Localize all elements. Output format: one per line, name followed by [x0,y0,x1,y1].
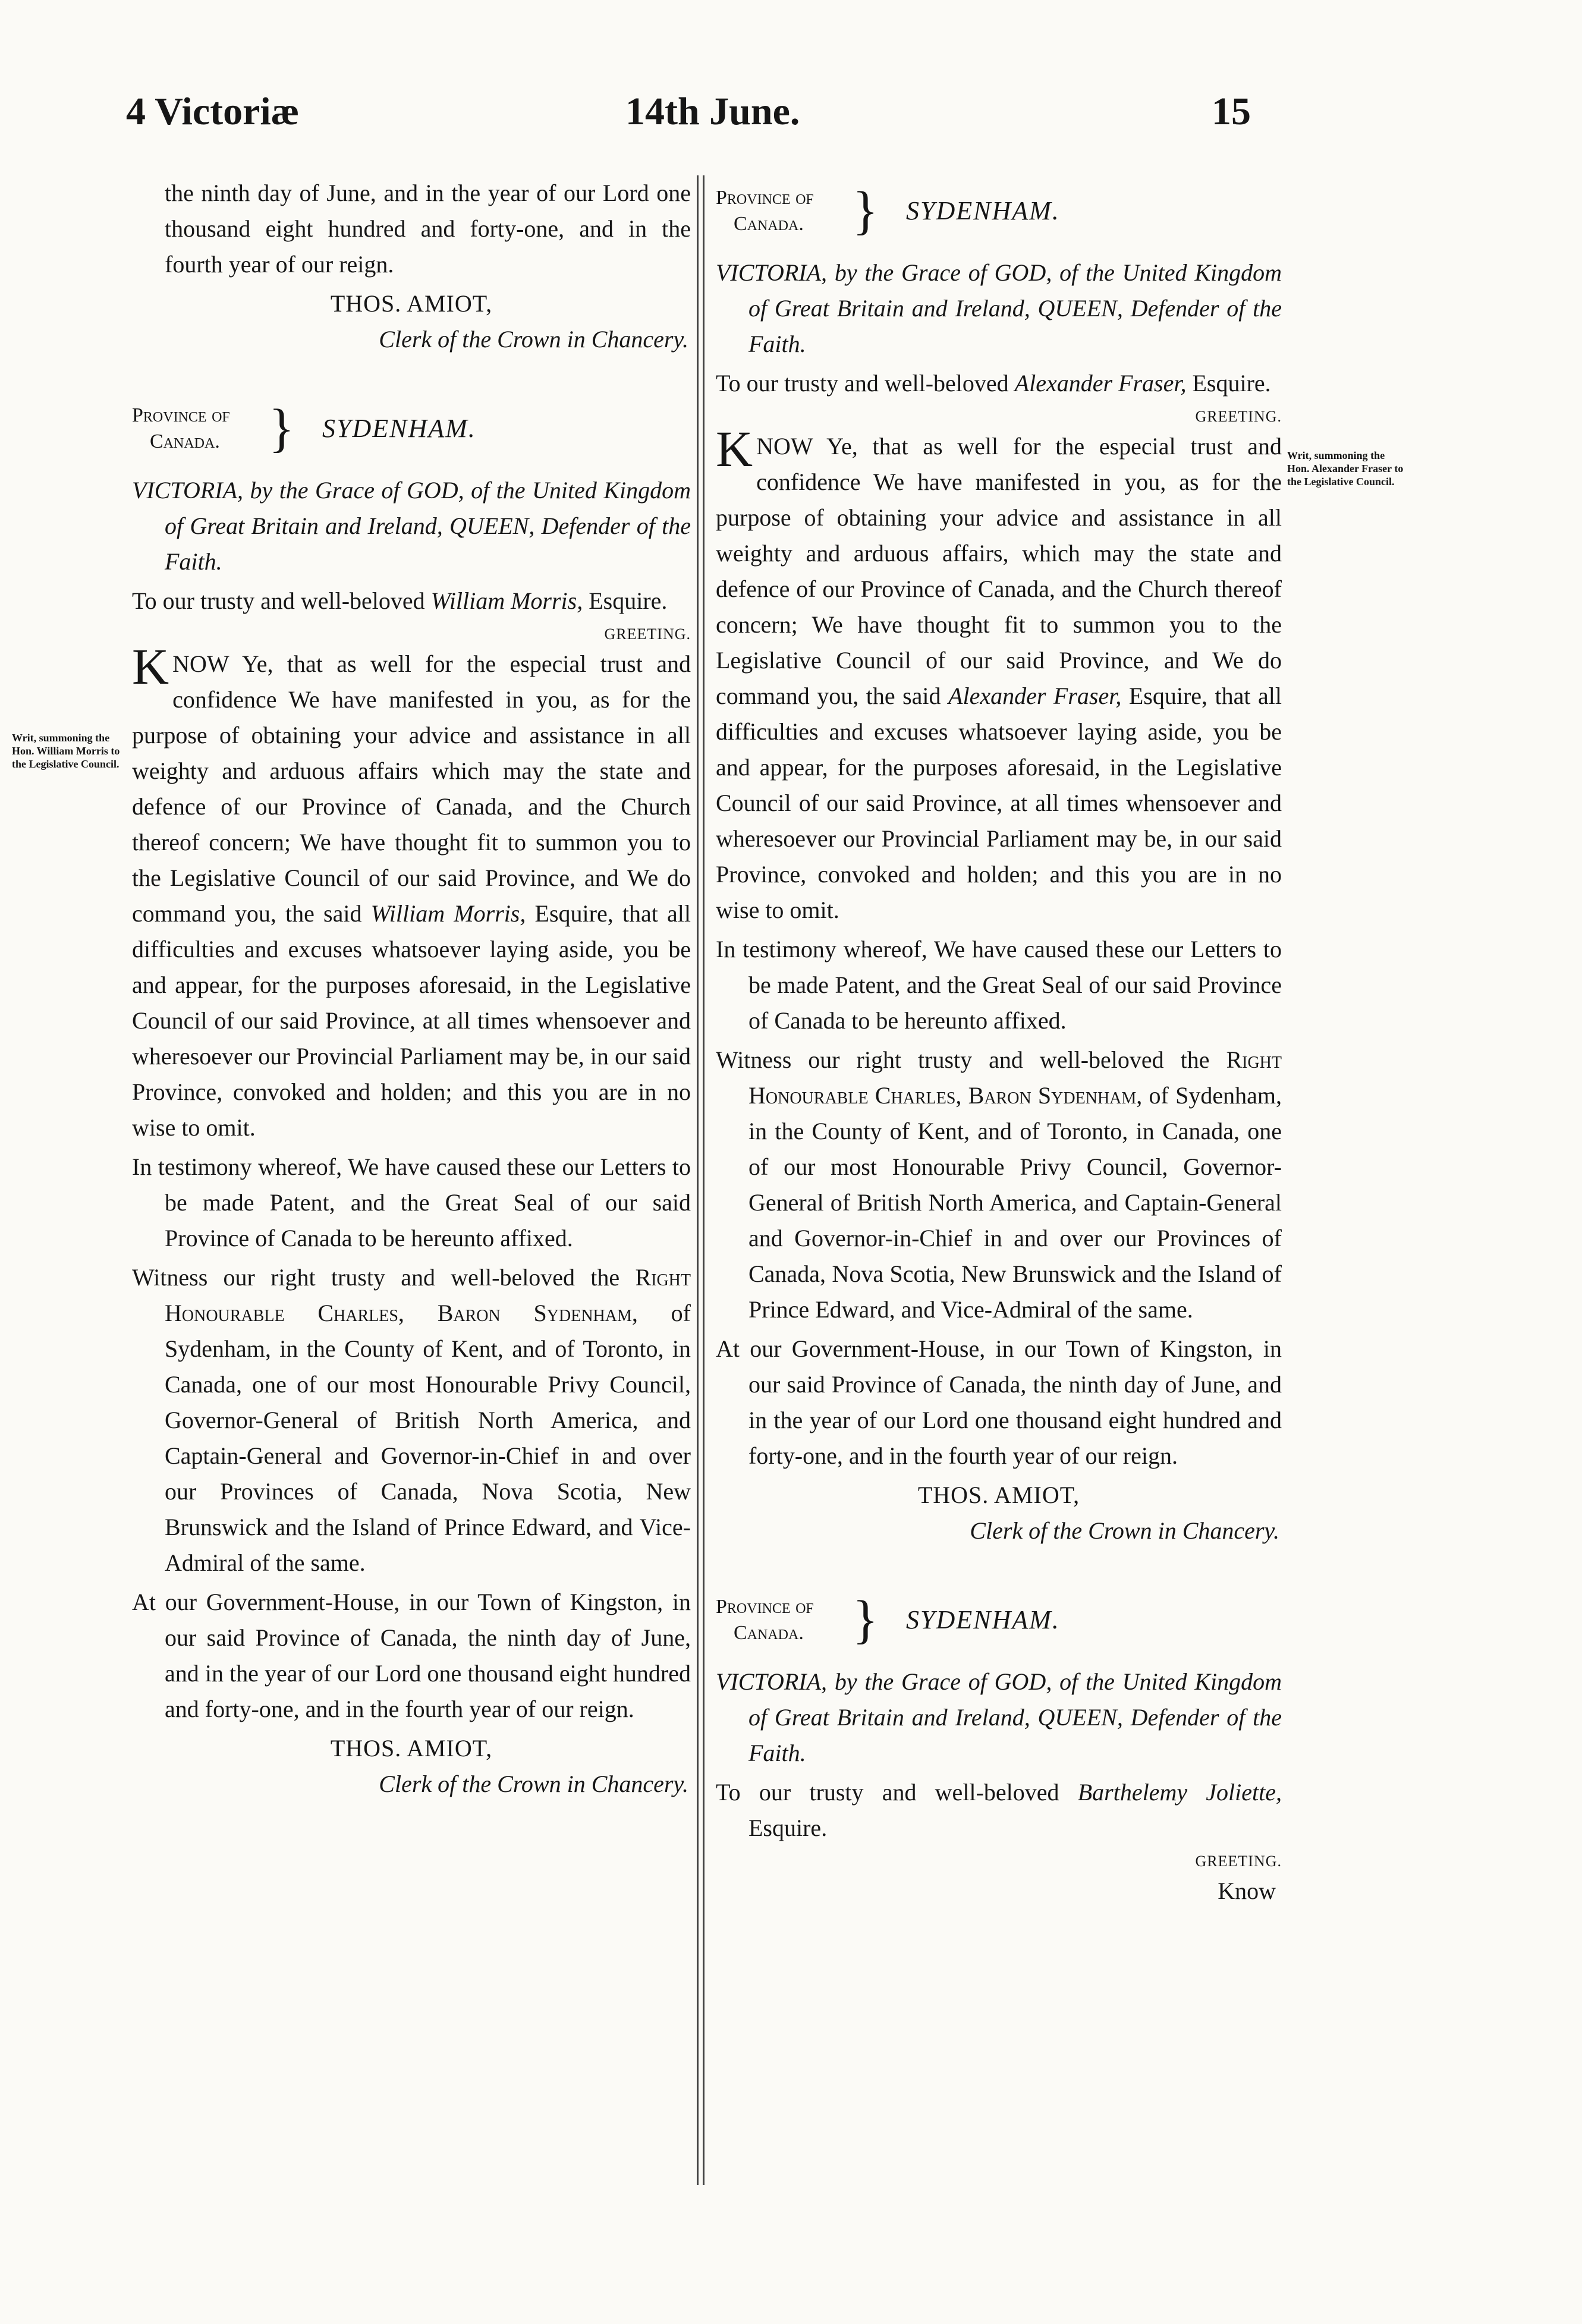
column-rule [697,175,699,2185]
canada-label: Canada. [734,213,804,235]
page-number: 15 [1212,90,1251,133]
province-heading [716,175,1282,247]
royal-style: VICTORIA, by the Grace of GOD, of the United Kingdom of Great Britain and Ireland, QUEEN, Defender of the Faith. [716,259,1282,357]
government-house-clause: At our Government-House, in our Town of Kingston, in our said Province of Canada, the ninth day of June, and in the year of our Lord one thousand eight hundred and forty-one, and in the fourth year of our reign. [132,1589,691,1722]
province-label: Province of [716,187,814,209]
brace-glyph: } [269,399,295,458]
witness-title: Right Honourable Charles, Baron Sydenham, [165,1264,691,1326]
greeting-label: GREETING. [604,625,691,643]
drop-cap: K [716,420,753,477]
writ-name: William Morris, [370,900,526,927]
witness-clause: Witness our right trusty and well-beloved the Right Honourable Charles, Baron Sydenham, of Sydenham, in the County of Kent, and of Toronto, in Canada, one of our most Honourable Privy Council, Governor-General of British North America, and Captain-General and Governor-in-Chief in and over our Provinces of Canada, Nova Scotia, New Brunswick and the Island of Prince Edward, and Vice-Admiral of the same. [132,1264,691,1576]
addressee-line: To our trusty and well-beloved William Morris, Esquire. [132,587,668,614]
royal-style: VICTORIA, by the Grace of GOD, of the United Kingdom of Great Britain and Ireland, QUEEN, Defender of the Faith. [716,1668,1282,1766]
running-header [0,89,1582,172]
signature-title: Clerk of the Crown in Chancery. [379,1770,688,1797]
addressee-name: William Morris, [430,587,583,614]
continued-text: the ninth day of June, and in the year of our Lord one thousand eight hundred and forty-one, and in the fourth year of our reign. [165,180,691,278]
signature-title: Clerk of the Crown in Chancery. [970,1517,1279,1544]
sydenham-heading: SYDENHAM. [906,1605,1060,1634]
greeting-label: GREETING. [1195,408,1282,425]
column-rule [703,175,704,2185]
writ-name: Alexander Fraser, [948,683,1122,709]
addressee-line: To our trusty and well-beloved Barthelemy Joliette, Esquire. [716,1779,1282,1841]
signature-name: THOS. AMIOT, [330,1735,493,1762]
left-column [132,175,691,1802]
province-heading [132,393,691,464]
header-date: 14th June. [625,90,800,133]
writ-body: KNOW Ye, that as well for the especial trust and confidence We have manifested in you, as for the purpose of obtaining your advice and assistance in all weighty and arduous affairs, which may the state and defence of our Province of Canada, and the Church thereof concern; We have thought fit to summon you to the Legislative Council of our said Province, and We do command you, the said Alexander Fraser, Esquire, that all difficulties and excuses whatsoever laying aside, you be and appear, for the purposes aforesaid, in the Legislative Council of our said Province, at all times whensoever and wheresoever our Provincial Parliament may be, in our said Province, convoked and holden; and this you are in no wise to omit. [716,420,1282,923]
catchword: Know [1218,1878,1276,1904]
header-session: 4 Victoriæ [126,90,300,133]
writ-body: KNOW Ye, that as well for the especial trust and confidence We have manifested in you, as for the purpose of obtaining your advice and assistance in all weighty and arduous affairs which may the state and defence of our Province of Canada, and the Church thereof concern; We have thought fit to summon you to the Legislative Council of our said Province, and We do command you, the said William Morris, Esquire, that all difficulties and excuses whatsoever laying aside, you be and appear, for the purposes aforesaid, in the Legislative Council of our said Province, at all times whensoever and wheresoever our Provincial Parliament may be, in our said Province, convoked and holden; and this you are in no wise to omit. [132,638,691,1141]
testimony-clause: In testimony whereof, We have caused these our Letters to be made Patent, and the Great Seal of our said Province of Canada to be hereunto affixed. [716,936,1282,1034]
sydenham-heading: SYDENHAM. [322,414,476,443]
brace-glyph: } [853,1590,879,1649]
canada-label: Canada. [150,430,220,452]
right-column [716,175,1282,1909]
sydenham-heading: SYDENHAM. [906,196,1060,225]
testimony-clause: In testimony whereof, We have caused these our Letters to be made Patent, and the Great Seal of our said Province of Canada to be hereunto affixed. [132,1153,691,1251]
province-label: Province of [132,404,230,426]
signature-name: THOS. AMIOT, [917,1482,1080,1508]
greeting-label: GREETING. [1195,1853,1282,1870]
signature-title: Clerk of the Crown in Chancery. [379,326,688,353]
drop-cap: K [132,638,169,695]
addressee-line: To our trusty and well-beloved Alexander Fraser, Esquire. [716,370,1271,397]
canada-label: Canada. [734,1622,804,1644]
government-house-clause: At our Government-House, in our Town of Kingston, in our said Province of Canada, the ninth day of June, and in the year of our Lord one thousand eight hundred and forty-one, and in the fourth year of our reign. [716,1335,1282,1469]
addressee-name: Alexander Fraser, [1014,370,1187,397]
province-heading [716,1584,1282,1656]
margin-note-morris: Writ, summoning the Hon. William Morris to the Legislative Council. [12,732,120,770]
margin-note-fraser: Writ, summoning the Hon. Alexander Fraser to the Legislative Council. [1287,449,1404,488]
province-label: Province of [716,1596,814,1618]
witness-clause: Witness our right trusty and well-beloved the Right Honourable Charles, Baron Sydenham, of Sydenham, in the County of Kent, and of Toronto, in Canada, one of our most Honourable Privy Council, Governor-General of British North America, and Captain-General and Governor-in-Chief in and over our Provinces of Canada, Nova Scotia, New Brunswick and the Island of Prince Edward, and Vice-Admiral of the same. [716,1046,1282,1323]
signature-name: THOS. AMIOT, [330,290,493,317]
brace-glyph: } [853,181,879,240]
witness-title: Right Honourable Charles, Baron Sydenham, [748,1046,1282,1109]
addressee-name: Barthelemy Joliette, [1077,1779,1282,1806]
royal-style: VICTORIA, by the Grace of GOD, of the United Kingdom of Great Britain and Ireland, QUEEN, Defender of the Faith. [132,477,691,575]
